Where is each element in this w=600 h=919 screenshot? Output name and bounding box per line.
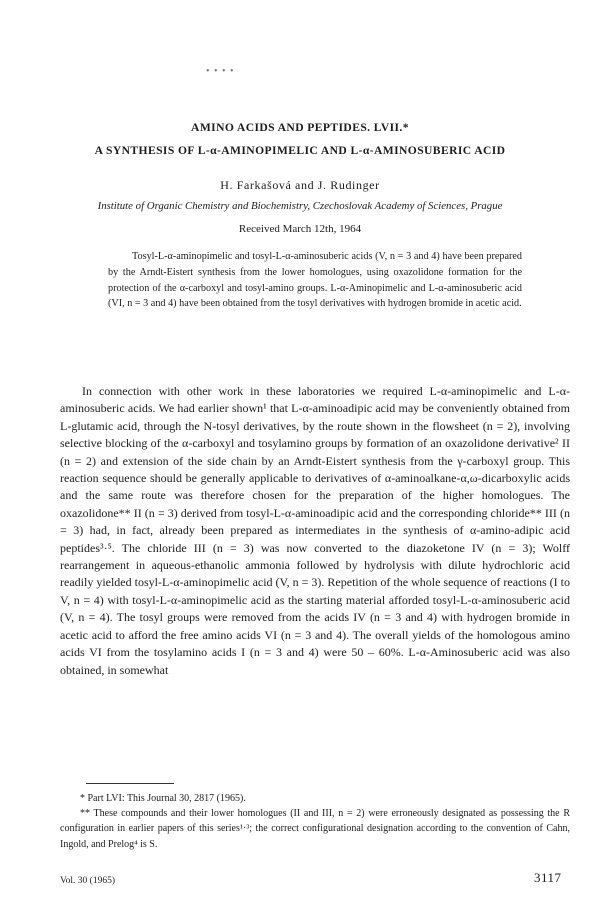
footnotes — [60, 791, 570, 852]
volume-label: Vol. 30 (1965) — [60, 876, 115, 886]
footnote-1: * Part LVI: This Journal 30, 2817 (1965). — [80, 793, 246, 804]
header-mark: • • • • — [206, 66, 235, 77]
footnote-rule — [86, 783, 174, 784]
page-number: 3117 — [534, 870, 562, 885]
footnote-2: ** These compounds and their lower homologues (II and III, n = 2) were erroneously designated as possessing the R configuration in earlier papers of this series¹·³; the correct configurational designation according to the convention of Cahn, Ingold, and Prelog⁴ is S. — [60, 808, 570, 850]
body-text — [60, 383, 570, 679]
received-date: Received March 12th, 1964 — [238, 223, 362, 235]
affiliation: Institute of Organic Chemistry and Biochemistry, Czechoslovak Academy of Sciences, Prague — [97, 200, 503, 212]
abstract — [108, 249, 522, 312]
authors: H. Farkašová and J. Rudinger — [220, 178, 380, 192]
body-paragraph: In connection with other work in these laboratories we required L-α-aminopimelic and L-α-aminosuberic acids. We had earlier shown¹ that L-α-aminoadipic acid may be conveniently obtained from L-glutamic acid, through the N-tosyl derivatives, by the route shown in the flowsheet (n = 2), involving selective blocking of the α-carboxyl and tosylamino groups by formation of an oxazolidone derivative² II (n = 2) and extension of the side chain by an Arndt-Eistert synthesis from the γ-carboxyl group. This reaction sequence should be generally applicable to derivatives of α-aminoalkane-α,ω-dicarboxylic acids and the same route was therefore chosen for the preparation of the higher homologues. The oxazolidone** II (n = 3) derived from tosyl-L-α-aminoadipic acid and the corresponding chloride** III (n = 3) had, in fact, already been prepared as intermediates in the synthesis of α-amino-adipic acid peptides³·⁵. The chloride III (n = 3) was now converted to the diazoketone IV (n = 3); Wolff rearrangement in aqueous-ethanolic ammonia followed by hydrolysis with dilute hydrochloric acid readily yielded tosyl-L-α-aminopimelic acid (V, n = 3). Repetition of the whole sequence of reactions (I to V, n = 4) with tosyl-L-α-aminopimelic acid as the starting material afforded tosyl-L-α-aminosuberic acid (V, n = 4). The tosyl groups were removed from the acids IV (n = 3 and 4) with hydrogen bromide in acetic acid to afford the free amino acids VI (n = 3 and 4). The overall yields of the homologous amino acids VI from the tosylamino acids I (n = 3 and 4) were 50 – 60%. L-α-Aminosuberic acid was also obtained, in somewhat — [60, 384, 571, 677]
title-line-2: A SYNTHESIS OF L-α-AMINOPIMELIC AND L-α-AMINOSUBERIC ACID — [94, 144, 506, 157]
title-line-1: AMINO ACIDS AND PEPTIDES. LVII.* — [191, 121, 409, 134]
abstract-text: Tosyl-L-α-aminopimelic and tosyl-L-α-aminosuberic acids (V, n = 3 and 4) have been prepared by the Arndt-Eistert synthesis from the lower homologues, using oxazolidone formation for the protection of the α-carboxyl and tosyl-amino groups. L-α-Aminopimelic and L-α-aminosuberic acid (VI, n = 3 and 4) have been obtained from the tosyl derivatives with hydrogen bromide in acetic acid. — [108, 251, 522, 310]
